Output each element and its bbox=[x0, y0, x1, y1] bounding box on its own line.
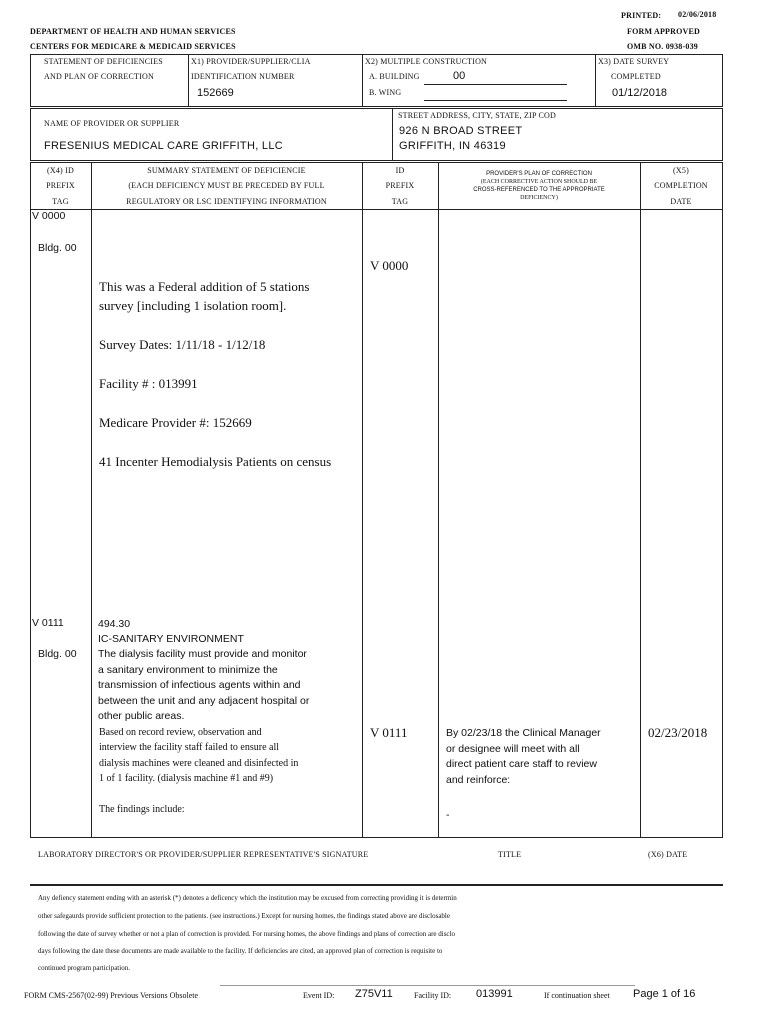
x5-header-3: DATE bbox=[670, 197, 692, 206]
building-value: 00 bbox=[453, 70, 466, 82]
findings-include: The findings include: bbox=[99, 804, 185, 815]
facility-number: Facility # : 013991 bbox=[99, 376, 198, 391]
regulation-text-2: a sanitary environment to minimize the bbox=[98, 664, 278, 676]
summary-header-2: (EACH DEFICIENCY MUST BE PRECEDED BY FULL bbox=[128, 181, 325, 190]
plan-text-2: or designee will meet with all bbox=[446, 743, 580, 755]
rule bbox=[438, 162, 439, 837]
regulation-text-3: transmission of infectious agents within and bbox=[98, 679, 301, 691]
entry-right-tag: V 0000 bbox=[370, 258, 409, 273]
building-underline bbox=[424, 84, 567, 85]
id-header-1: ID bbox=[395, 166, 405, 175]
rule bbox=[640, 162, 641, 837]
finding-text-2: interview the facility staff failed to ensure all bbox=[99, 742, 280, 753]
provider-name-value: FRESENIUS MEDICAL CARE GRIFFITH, LLC bbox=[44, 140, 283, 152]
regulation-title: IC-SANITARY ENVIRONMENT bbox=[98, 633, 244, 645]
rule bbox=[30, 162, 723, 163]
provider-id-value: 152669 bbox=[197, 87, 234, 99]
footer-rule bbox=[220, 985, 635, 986]
address-line-1: 926 N BROAD STREET bbox=[399, 125, 523, 137]
disclaimer-line-1: Any defiency statement ending with an asterisk (*) denotes a deficency which the institution may be excused from correcting providing it is determin bbox=[38, 894, 457, 902]
address-line-2: GRIFFITH, IN 46319 bbox=[399, 140, 506, 152]
completion-date: 02/23/2018 bbox=[648, 725, 708, 740]
x5-header-1: (X5) bbox=[673, 166, 689, 175]
form-number: FORM CMS-2567(02-99) Previous Versions Obsolete bbox=[24, 991, 199, 1000]
rule bbox=[30, 162, 31, 837]
provider-id-label-1: X1) PROVIDER/SUPPLIER/CLIA bbox=[191, 57, 311, 66]
printed-label: PRINTED: bbox=[621, 11, 662, 20]
signature-rule bbox=[30, 884, 723, 886]
facility-id-value: 013991 bbox=[476, 988, 513, 1000]
wing-label: B. WING bbox=[369, 88, 402, 97]
page-number: Page 1 of 16 bbox=[633, 988, 696, 1000]
rule bbox=[30, 108, 31, 160]
statement-label-2: AND PLAN OF CORRECTION bbox=[44, 72, 154, 81]
id-header-2: PREFIX bbox=[385, 181, 415, 190]
regulation-text-5: other public areas. bbox=[98, 710, 185, 722]
rule bbox=[595, 54, 596, 106]
form-approved: FORM APPROVED bbox=[627, 27, 701, 36]
printed-date: 02/06/2018 bbox=[678, 10, 717, 19]
rule bbox=[722, 108, 723, 160]
rule bbox=[188, 54, 189, 106]
entry-building: Bldg. 00 bbox=[38, 242, 77, 254]
address-label: STREET ADDRESS, CITY, STATE, ZIP COD bbox=[398, 111, 556, 120]
survey-dates: Survey Dates: 1/11/18 - 1/12/18 bbox=[99, 337, 266, 352]
plan-header-3: CROSS-REFERENCED TO THE APPROPRIATE bbox=[473, 187, 605, 193]
rule bbox=[30, 209, 723, 210]
summary-header-3: REGULATORY OR LSC IDENTIFYING INFORMATION bbox=[126, 197, 327, 206]
wing-underline bbox=[424, 100, 567, 101]
date-survey-label-1: X3) DATE SURVEY bbox=[598, 57, 670, 66]
entry-tag: V 0111 bbox=[32, 617, 64, 629]
disclaimer-line-4: days following the date these documents are made available to the facility. If deficiencies are cited, an approved plan of correction is requisite to bbox=[38, 947, 443, 955]
x4-header-1: (X4) ID bbox=[47, 166, 74, 175]
rule bbox=[30, 54, 723, 55]
building-label: A. BUILDING bbox=[369, 72, 420, 81]
title-label: TITLE bbox=[498, 850, 522, 859]
disclaimer-line-3: following the date of survey whether or not a plan of correction is provided. For nursing homes, the above findings and plans of correction are disclo bbox=[38, 930, 455, 938]
event-id-value: Z75V11 bbox=[355, 988, 393, 1000]
continuation-label: If continuation sheet bbox=[544, 991, 610, 1000]
plan-text-1: By 02/23/18 the Clinical Manager bbox=[446, 727, 601, 739]
disclaimer-line-2: other safegaurds provide sufficient protection to the patients. (see instructions.) Except for nursing homes, the findings stated above are disclosable bbox=[38, 912, 450, 920]
signature-label: LABORATORY DIRECTOR'S OR PROVIDER/SUPPLIER REPRESENTATIVE'S SIGNATURE bbox=[38, 850, 369, 859]
rule bbox=[91, 162, 92, 837]
finding-text-3: dialysis machines were cleaned and disinfected in bbox=[99, 758, 299, 769]
rule bbox=[30, 160, 723, 161]
rule bbox=[30, 837, 723, 838]
rule bbox=[30, 106, 723, 107]
summary-header-1: SUMMARY STATEMENT OF DEFICIENCIE bbox=[147, 166, 306, 175]
date-survey-value: 01/12/2018 bbox=[612, 87, 668, 99]
finding-text-1: Based on record review, observation and bbox=[99, 727, 262, 738]
regulation-text-4: between the unit and any adjacent hospital or bbox=[98, 695, 310, 707]
multiple-construction-label: X2) MULTIPLE CONSTRUCTION bbox=[365, 57, 488, 66]
finding-text-4: 1 of 1 facility. (dialysis machine #1 and #9) bbox=[99, 773, 274, 784]
rule bbox=[30, 108, 723, 109]
entry-tag: V 0000 bbox=[32, 210, 66, 222]
entry-right-tag: V 0111 bbox=[370, 725, 408, 740]
facility-id-label: Facility ID: bbox=[414, 991, 452, 1000]
omb-number: OMB NO. 0938-039 bbox=[627, 42, 698, 51]
event-id-label: Event ID: bbox=[303, 991, 335, 1000]
survey-description-2: survey [including 1 isolation room]. bbox=[99, 298, 287, 313]
department-title: DEPARTMENT OF HEALTH AND HUMAN SERVICES bbox=[30, 27, 236, 36]
plan-header-2: (EACH CORRECTIVE ACTION SHOULD BE bbox=[480, 179, 598, 185]
medicare-provider-number: Medicare Provider #: 152669 bbox=[99, 415, 252, 430]
plan-text-4: and reinforce: bbox=[446, 774, 511, 786]
survey-description-1: This was a Federal addition of 5 stations bbox=[99, 279, 310, 294]
centers-title: CENTERS FOR MEDICARE & MEDICAID SERVICES bbox=[30, 42, 236, 51]
statement-label-1: STATEMENT OF DEFICIENCIES bbox=[44, 57, 163, 66]
provider-id-label-2: IDENTIFICATION NUMBER bbox=[191, 72, 295, 81]
entry-building: Bldg. 00 bbox=[38, 648, 77, 660]
x4-header-2: PREFIX bbox=[46, 181, 75, 190]
rule bbox=[362, 54, 363, 106]
rule bbox=[392, 108, 393, 160]
disclaimer-line-5: continued program participation. bbox=[38, 964, 130, 972]
plan-header-4: DEFICIENCY) bbox=[520, 195, 558, 201]
plan-header-1: PROVIDER'S PLAN OF CORRECTION bbox=[486, 171, 592, 177]
x5-header-2: COMPLETION bbox=[654, 181, 708, 190]
x4-header-3: TAG bbox=[52, 197, 69, 206]
date-survey-label-2: COMPLETED bbox=[611, 72, 661, 81]
patients-census: 41 Incenter Hemodialysis Patients on census bbox=[99, 454, 332, 469]
id-header-3: TAG bbox=[391, 197, 409, 206]
regulation-code: 494.30 bbox=[98, 618, 131, 630]
regulation-text-1: The dialysis facility must provide and monitor bbox=[98, 648, 307, 660]
rule bbox=[722, 54, 723, 106]
provider-name-label: NAME OF PROVIDER OR SUPPLIER bbox=[44, 119, 180, 128]
rule bbox=[30, 54, 31, 106]
x6-date-label: (X6) DATE bbox=[648, 850, 688, 859]
plan-dash: - bbox=[446, 809, 450, 821]
plan-text-3: direct patient care staff to review bbox=[446, 758, 597, 770]
rule bbox=[362, 162, 363, 837]
rule bbox=[722, 162, 723, 837]
